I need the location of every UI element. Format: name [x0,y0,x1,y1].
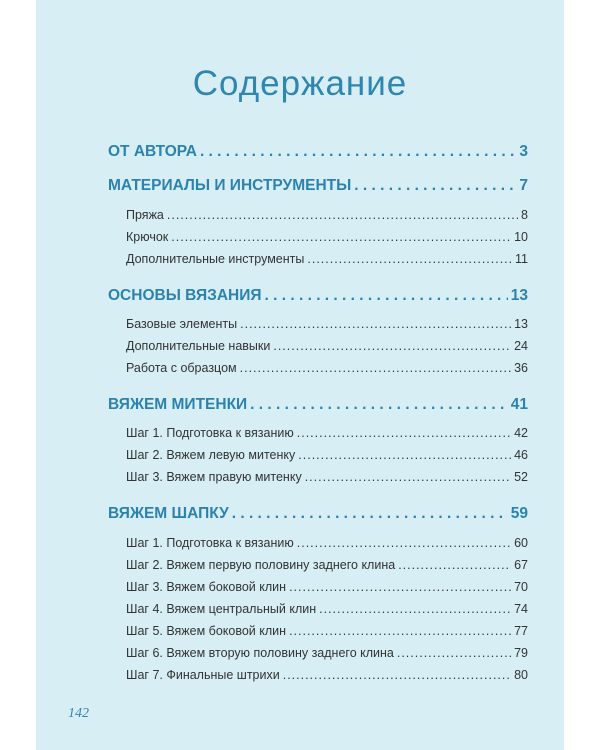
toc-entry[interactable] [126,602,528,616]
toc-entry-label: Шаг 6. Вяжем вторую половину заднего клина [126,646,394,660]
toc-section-label: ОСНОВЫ ВЯЗАНИЯ [108,287,262,304]
toc-entry[interactable] [126,208,528,222]
leader-dots [283,668,511,682]
toc-entry[interactable] [126,668,528,682]
leader-dots [167,208,518,222]
leader-dots [297,426,511,440]
leader-dots [354,177,516,195]
toc-entry-label: Шаг 3. Вяжем боковой клин [126,580,287,594]
toc-entry-label: Шаг 2. Вяжем левую митенку [126,448,296,462]
toc-page-number: 52 [514,470,528,484]
leader-dots [397,646,511,660]
toc-entry[interactable] [126,580,528,594]
toc-page-number: 8 [521,208,528,222]
toc-page-number: 74 [514,602,528,616]
toc-section-label: ВЯЖЕМ МИТЕНКИ [108,396,248,413]
toc-entry[interactable] [126,536,528,550]
toc-entry-label: Шаг 3. Вяжем правую митенку [126,470,302,484]
toc-section-label: ВЯЖЕМ ШАПКУ [108,505,229,522]
toc-section[interactable] [108,287,528,305]
page-number: 142 [68,706,89,721]
toc-page-number: 11 [515,252,528,266]
toc-entry-label: Дополнительные навыки [126,339,271,353]
toc-entry[interactable] [126,339,528,353]
toc-entry[interactable] [126,646,528,660]
toc-entry[interactable] [126,558,528,572]
toc-page-number: 46 [514,448,528,462]
book-page [36,0,564,750]
toc-entry-label: Базовые элементы [126,317,238,331]
toc-entry-label: Пряжа [126,208,164,222]
toc-page-number: 80 [514,668,528,682]
toc-page-number: 10 [514,230,528,244]
toc-page-number: 59 [510,505,528,522]
toc-entry[interactable] [126,252,528,266]
toc-page-number: 60 [514,536,528,550]
leader-dots [265,287,508,305]
leader-dots [232,505,508,523]
toc-page-number: 3 [519,143,528,160]
leader-dots [273,339,511,353]
leader-dots [240,317,511,331]
toc-page-number: 24 [514,339,528,353]
toc-entry[interactable] [126,624,528,638]
leader-dots [307,252,512,266]
toc-page-number: 41 [510,396,528,413]
toc-section[interactable] [108,177,528,195]
leader-dots [200,143,516,161]
toc-entry-label: Шаг 1. Подготовка к вязанию [126,536,294,550]
toc-page-number: 70 [514,580,528,594]
toc-entry[interactable] [126,426,528,440]
toc-page-number: 79 [514,646,528,660]
toc-page-number: 7 [519,177,528,194]
toc-entry-label: Шаг 7. Финальные штрихи [126,668,280,682]
toc-entry[interactable] [126,361,528,375]
toc-entry[interactable] [126,230,528,244]
leader-dots [298,448,511,462]
toc-section-label: ОТ АВТОРА [108,143,197,160]
toc-entry-label: Работа с образцом [126,361,237,375]
toc-page-number: 77 [514,624,528,638]
leader-dots [250,396,508,414]
leader-dots [289,580,511,594]
leader-dots [305,470,511,484]
toc-page-number: 42 [514,426,528,440]
page-title: Содержание [192,64,408,103]
leader-dots [171,230,511,244]
toc-entry-label: Шаг 5. Вяжем боковой клин [126,624,287,638]
toc-entry-label: Шаг 4. Вяжем центральный клин [126,602,317,616]
toc-entry-label: Крючок [126,230,169,244]
toc-entry-label: Шаг 1. Подготовка к вязанию [126,426,294,440]
toc-entry[interactable] [126,448,528,462]
toc-entry[interactable] [126,317,528,331]
toc-page-number: 36 [514,361,528,375]
leader-dots [297,536,511,550]
toc-section-label: МАТЕРИАЛЫ И ИНСТРУМЕНТЫ [108,177,352,194]
toc-entry-label: Шаг 2. Вяжем первую половину заднего клина [126,558,396,572]
toc-section[interactable] [108,396,528,414]
leader-dots [319,602,511,616]
toc-page-number: 13 [514,317,528,331]
toc-section[interactable] [108,143,528,161]
toc-section[interactable] [108,505,528,523]
leader-dots [240,361,511,375]
leader-dots [398,558,511,572]
toc-entry-label: Дополнительные инструменты [126,252,305,266]
toc-entry[interactable] [126,470,528,484]
toc-page-number: 13 [510,287,528,304]
toc-page-number: 67 [514,558,528,572]
leader-dots [289,624,511,638]
